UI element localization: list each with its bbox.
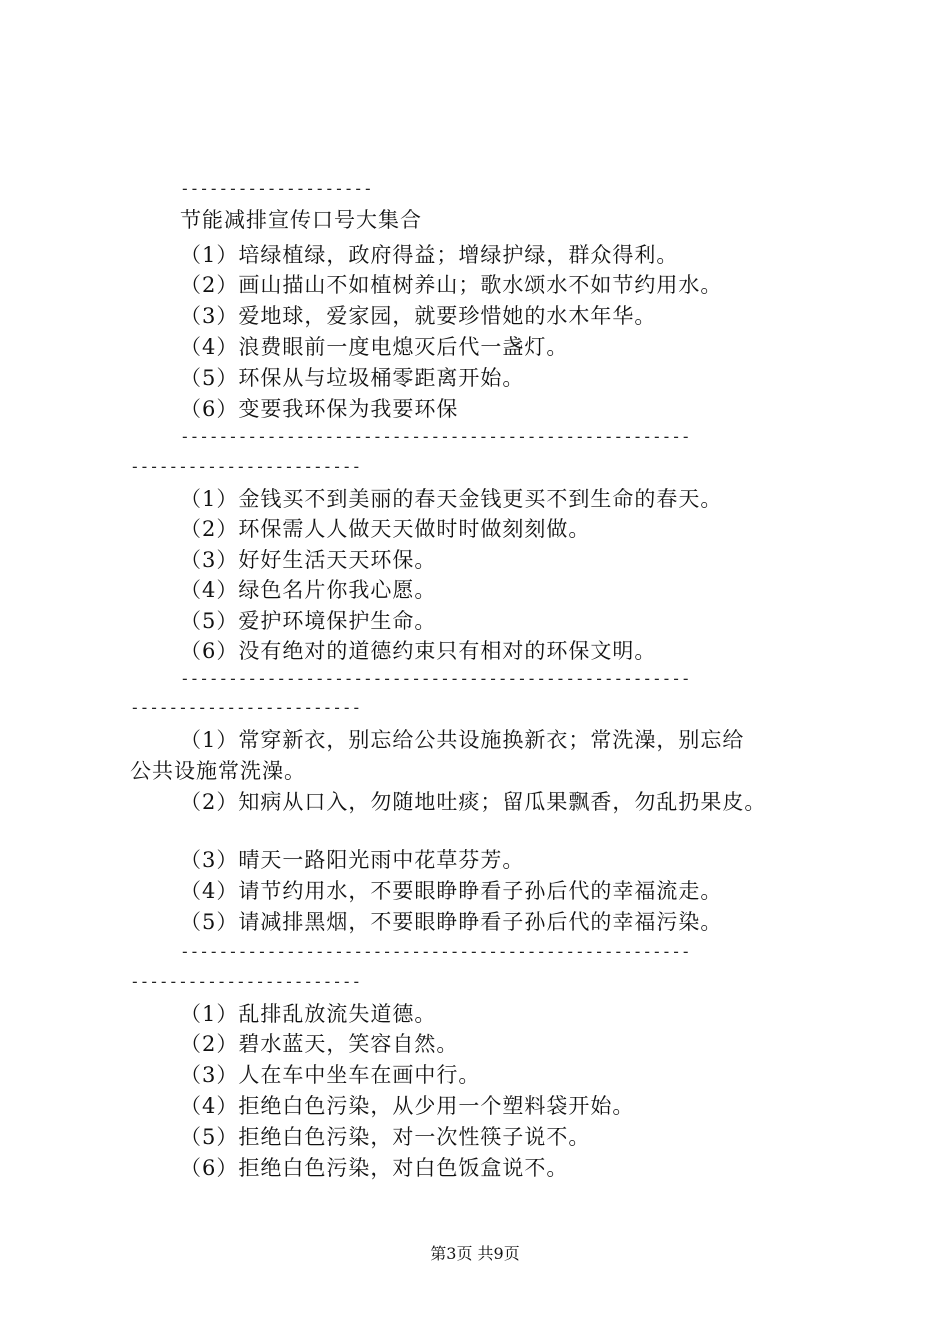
slogan-line: （3）人在车中坐车在画中行。 <box>180 1063 481 1087</box>
slogan-line: （1）常穿新衣，别忘给公共设施换新衣；常洗澡，别忘给 <box>180 728 745 752</box>
separator-line: ----------------------------------------------------- <box>180 669 691 688</box>
separator-line: ------------------------ <box>130 457 362 476</box>
slogan-line: （4）绿色名片你我心愿。 <box>180 578 437 602</box>
page-number: 第3页 共9页 <box>430 1244 520 1263</box>
slogan-line: （3）爱地球，爱家园，就要珍惜她的水木年华。 <box>180 304 657 328</box>
slogan-line: （3）晴天一路阳光雨中花草芬芳。 <box>180 848 525 872</box>
slogan-line: （5）请减排黑烟，不要眼睁睁看子孙后代的幸福污染。 <box>180 910 723 934</box>
document-title: 节能减排宣传口号大集合 <box>180 208 422 232</box>
slogan-line: 公共设施常洗澡。 <box>130 759 306 783</box>
slogan-line: （1）培绿植绿，政府得益；增绿护绿，群众得利。 <box>180 243 679 267</box>
slogan-line: （6）没有绝对的道德约束只有相对的环保文明。 <box>180 639 657 663</box>
slogan-line: （4）拒绝白色污染，从少用一个塑料袋开始。 <box>180 1094 635 1118</box>
slogan-line: （4）请节约用水，不要眼睁睁看子孙后代的幸福流走。 <box>180 879 723 903</box>
slogan-line: （3）好好生活天天环保。 <box>180 548 437 572</box>
separator-line: ----------------------------------------------------- <box>180 427 691 446</box>
slogan-line: （6）变要我环保为我要环保 <box>180 397 459 421</box>
slogan-line: （5）拒绝白色污染，对一次性筷子说不。 <box>180 1125 591 1149</box>
slogan-line: （5）爱护环境保护生命。 <box>180 609 437 633</box>
separator-line: ------------------------ <box>130 972 362 991</box>
separator-line: ----------------------------------------------------- <box>180 942 691 961</box>
slogan-line: （5）环保从与垃圾桶零距离开始。 <box>180 366 525 390</box>
slogan-line: （2）环保需人人做天天做时时做刻刻做。 <box>180 517 591 541</box>
slogan-line: （2）知病从口入，勿随地吐痰；留瓜果飘香，勿乱扔果皮。 <box>180 790 767 814</box>
slogan-line: （1）乱排乱放流失道德。 <box>180 1002 437 1026</box>
slogan-line: （6）拒绝白色污染，对白色饭盒说不。 <box>180 1156 569 1180</box>
slogan-line: （2）画山描山不如植树养山；歌水颂水不如节约用水。 <box>180 273 723 297</box>
separator-line: -------------------- <box>180 179 373 198</box>
slogan-line: （4）浪费眼前一度电熄灭后代一盏灯。 <box>180 335 569 359</box>
slogan-line: （1）金钱买不到美丽的春天金钱更买不到生命的春天。 <box>180 487 723 511</box>
separator-line: ------------------------ <box>130 698 362 717</box>
slogan-line: （2）碧水蓝天，笑容自然。 <box>180 1032 459 1056</box>
